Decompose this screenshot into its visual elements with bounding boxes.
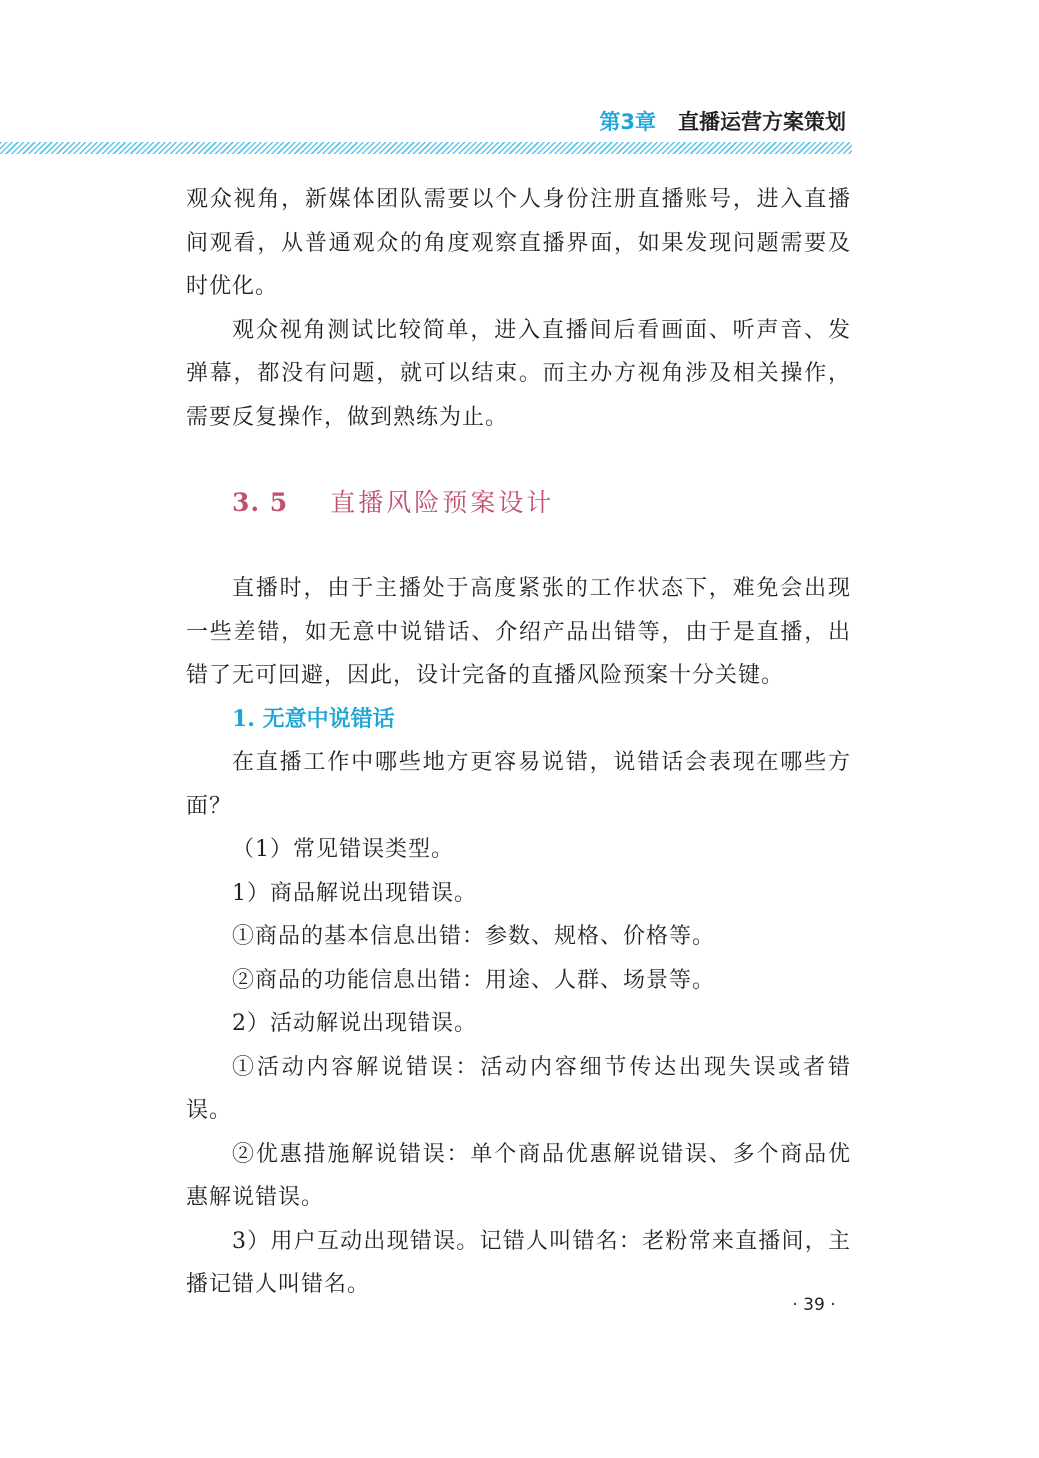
list-item: ②优惠措施解说错误：单个商品优惠解说错误、多个商品优惠解说错误。	[186, 1141, 851, 1210]
list-item: ①商品的基本信息出错：参数、规格、价格等。	[232, 924, 716, 949]
section-title: 直播风险预案设计	[330, 488, 555, 517]
list-item: 1）商品解说出现错误。	[232, 880, 477, 906]
paragraph: 观众视角测试比较简单，进入直播间后看画面、听声音、发弹幕，都没有问题，就可以结束。而主办方视角涉及相关操作，需要反复操作，做到熟练为止。	[186, 317, 851, 430]
list-item: ②商品的功能信息出错：用途、人群、场景等。	[232, 967, 716, 993]
page-number: · 39 ·	[792, 1295, 836, 1315]
list-item: （1）常见错误类型。	[232, 837, 454, 862]
chapter-title: 直播运营方案策划	[678, 110, 846, 134]
chapter-number: 第3章	[599, 110, 656, 134]
list-item: ①活动内容解说错误：活动内容细节传达出现失误或者错误。	[186, 1054, 851, 1123]
subsection-heading: 1. 无意中说错话	[232, 705, 395, 732]
running-header	[599, 106, 846, 136]
section-number: 3. 5	[232, 488, 289, 517]
header-divider	[0, 142, 852, 154]
list-item: 3）用户互动出现错误。记错人叫错名：老粉常来直播间，主播记错人叫错名。	[186, 1228, 851, 1297]
paragraph: 在直播工作中哪些地方更容易说错，说错话会表现在哪些方面？	[186, 750, 851, 819]
list-item: 2）活动解说出现错误。	[232, 1011, 477, 1036]
section-heading	[186, 483, 851, 523]
paragraph: 直播时，由于主播处于高度紧张的工作状态下，难免会出现一些差错，如无意中说错话、介绍产品出错等，由于是直播，出错了无可回避，因此，设计完备的直播风险预案十分关键。	[186, 576, 851, 688]
page-body	[186, 178, 851, 1307]
paragraph: 观众视角，新媒体团队需要以个人身份注册直播账号，进入直播间观看，从普通观众的角度观察直播界面，如果发现问题需要及时优化。	[186, 187, 851, 299]
